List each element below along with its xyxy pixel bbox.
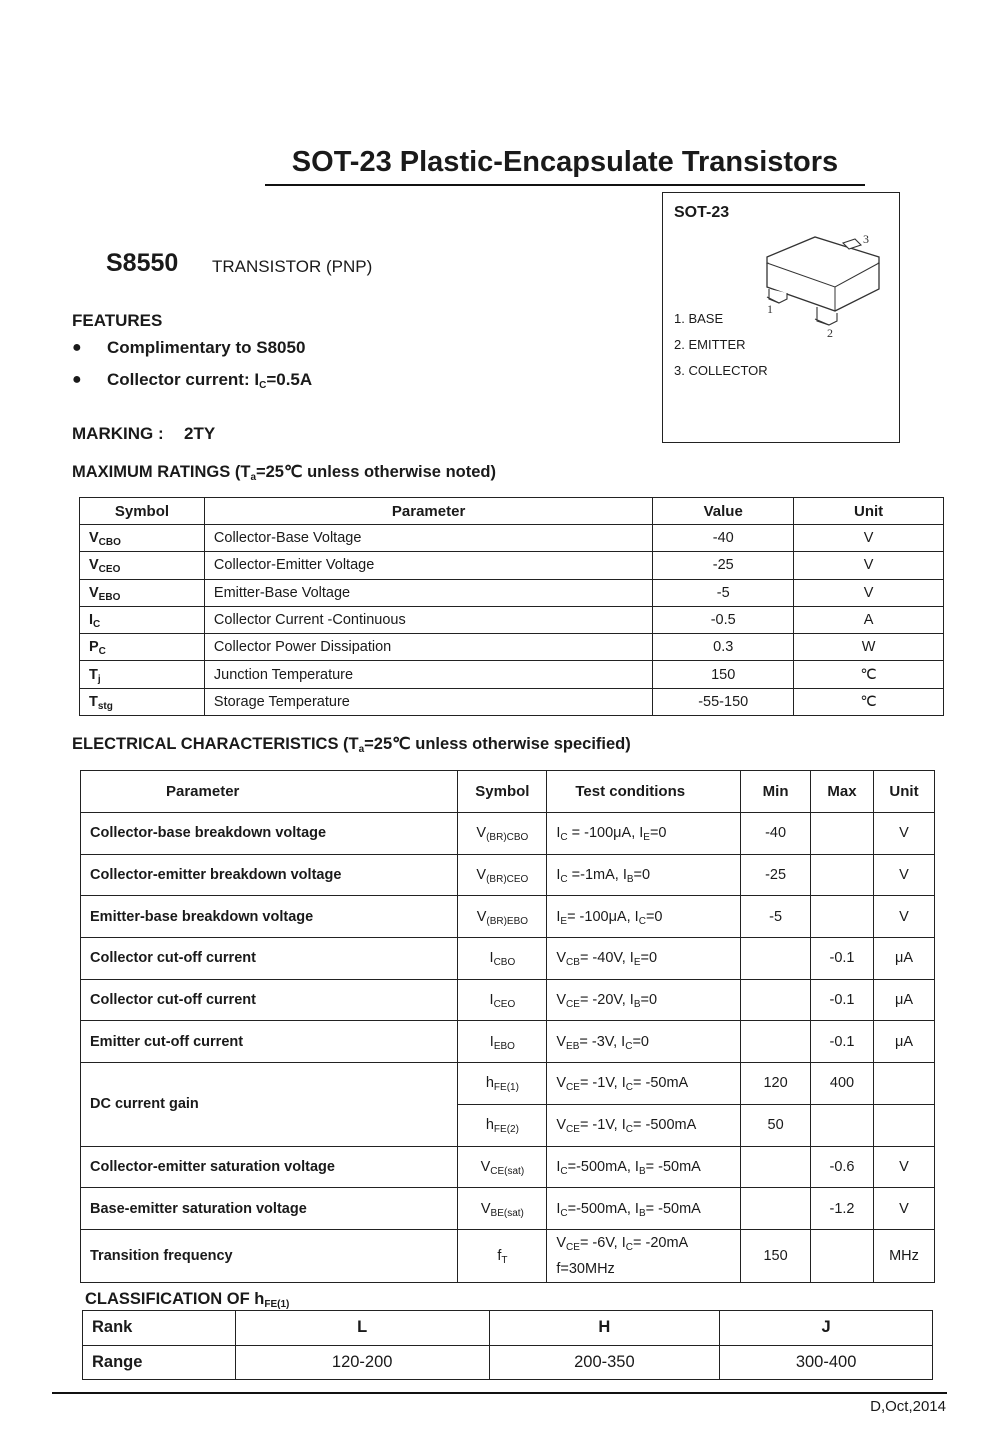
table-row: [81, 1229, 935, 1282]
column-header: Parameter: [81, 771, 458, 813]
unit-cell: μA: [874, 938, 935, 980]
test-conditions-cell: $I_C = -100\mu A$, $I_E=0$: [547, 813, 741, 855]
value-cell: 0.3: [653, 634, 794, 661]
unit-cell: A: [794, 606, 944, 633]
rank-cell: H: [489, 1311, 720, 1346]
unit-cell: V: [794, 525, 944, 552]
min-cell: -25: [741, 854, 811, 896]
symbol-cell: $V_{CEO}$: [80, 552, 205, 579]
max-cell: -0.1: [811, 1021, 874, 1063]
footer-divider: [52, 1392, 947, 1394]
range-label: Range: [83, 1345, 236, 1380]
table-header-row: [81, 771, 935, 813]
table-row: [80, 606, 944, 633]
column-header: Symbol: [80, 498, 205, 525]
unit-cell: V: [874, 1188, 935, 1230]
parameter-cell: DC current gain: [81, 1063, 458, 1146]
value-cell: 150: [653, 661, 794, 688]
pin-number-2: 2: [827, 326, 833, 340]
page-title: SOT-23 Plastic-Encapsulate Transistors: [265, 140, 865, 186]
pin-label-emitter: 2. EMITTER: [674, 337, 746, 352]
part-type: TRANSISTOR (PNP): [212, 257, 373, 276]
unit-cell: V: [794, 552, 944, 579]
min-cell: -40: [741, 813, 811, 855]
test-conditions-cell: $V_{CE}= -1V$, $I_C= -50mA$: [547, 1063, 741, 1105]
symbol-cell: $P_C$: [80, 634, 205, 661]
classification-table: [82, 1310, 933, 1380]
value-cell: -5: [653, 579, 794, 606]
table-row: [80, 552, 944, 579]
parameter-cell: Collector-Base Voltage: [204, 525, 652, 552]
min-cell: 150: [741, 1229, 811, 1282]
bullet-icon: ●: [72, 371, 82, 388]
table-row: [80, 661, 944, 688]
max-cell: [811, 813, 874, 855]
unit-cell: V: [874, 813, 935, 855]
symbol-cell: $V_{(BR)EBO}$: [458, 896, 547, 938]
feature-item: Complimentary to S8050: [107, 338, 306, 357]
column-header: Unit: [794, 498, 944, 525]
parameter-cell: Transition frequency: [81, 1229, 458, 1282]
parameter-cell: Emitter-base breakdown voltage: [81, 896, 458, 938]
symbol-cell: $V_{(BR)CBO}$: [458, 813, 547, 855]
table-row: [81, 813, 935, 855]
parameter-cell: Collector cut-off current: [81, 938, 458, 980]
symbol-cell: $I_{CBO}$: [458, 938, 547, 980]
max-ratings-heading: MAXIMUM RATINGS ($T_a=25℃$ unless otherwise noted): [72, 463, 496, 483]
unit-cell: V: [874, 1146, 935, 1188]
test-conditions-cell: $V_{CB}= -40V$, $I_E=0$: [547, 938, 741, 980]
unit-cell: [874, 1063, 935, 1105]
unit-cell: [874, 1104, 935, 1146]
max-cell: -0.1: [811, 979, 874, 1021]
rank-cell: L: [235, 1311, 489, 1346]
range-cell: 300-400: [720, 1345, 933, 1380]
rank-label: Rank: [83, 1311, 236, 1346]
table-row: [83, 1311, 933, 1346]
column-header: Unit: [874, 771, 935, 813]
parameter-cell: Storage Temperature: [204, 688, 652, 715]
table-row: [81, 1146, 935, 1188]
parameter-cell: Collector-emitter breakdown voltage: [81, 854, 458, 896]
pin-number-3: 3: [863, 232, 869, 246]
parameter-cell: Collector-Emitter Voltage: [204, 552, 652, 579]
table-row: [81, 1063, 935, 1105]
column-header: Test conditions: [547, 771, 741, 813]
min-cell: [741, 938, 811, 980]
table-row: [80, 688, 944, 715]
unit-cell: ℃: [794, 688, 944, 715]
unit-cell: μA: [874, 1021, 935, 1063]
pin-label-collector: 3. COLLECTOR: [674, 363, 768, 378]
test-conditions-cell: $I_E= -100\mu A$, $I_C=0$: [547, 896, 741, 938]
package-name: SOT-23: [674, 204, 730, 221]
test-conditions-cell: $V_{EB}= -3V$, $I_C=0$: [547, 1021, 741, 1063]
symbol-cell: $T_{stg}$: [80, 688, 205, 715]
test-conditions-cell: $I_C=-500mA$, $I_B= -50mA$: [547, 1188, 741, 1230]
table-header-row: [80, 498, 944, 525]
unit-cell: W: [794, 634, 944, 661]
symbol-cell: $V_{CBO}$: [80, 525, 205, 552]
max-cell: -0.1: [811, 938, 874, 980]
max-cell: -1.2: [811, 1188, 874, 1230]
symbol-cell: $I_{CEO}$: [458, 979, 547, 1021]
pin-label-base: 1. BASE: [674, 311, 724, 326]
max-cell: [811, 1229, 874, 1282]
max-cell: 400: [811, 1063, 874, 1105]
marking-label: MARKING :: [72, 424, 164, 443]
table-row: [80, 525, 944, 552]
table-row: [81, 896, 935, 938]
parameter-cell: Collector-emitter saturation voltage: [81, 1146, 458, 1188]
electrical-heading: ELECTRICAL CHARACTERISTICS ($T_a=25℃$ unless otherwise specified): [72, 735, 631, 755]
symbol-cell: $h_{FE(2)}$: [458, 1104, 547, 1146]
rank-cell: J: [720, 1311, 933, 1346]
min-cell: 120: [741, 1063, 811, 1105]
symbol-cell: $I_{EBO}$: [458, 1021, 547, 1063]
table-row: [83, 1345, 933, 1380]
package-box: [662, 192, 900, 443]
min-cell: 50: [741, 1104, 811, 1146]
parameter-cell: Junction Temperature: [204, 661, 652, 688]
test-conditions-cell: $V_{CE}= -6V$, $I_C= -20mA$ f=30MHz: [547, 1229, 741, 1282]
parameter-cell: Collector cut-off current: [81, 979, 458, 1021]
parameter-cell: Collector Power Dissipation: [204, 634, 652, 661]
test-conditions-cell: $I_C =-1mA$, $I_B=0$: [547, 854, 741, 896]
max-cell: [811, 896, 874, 938]
table-row: [80, 579, 944, 606]
electrical-characteristics-table: [80, 770, 935, 1283]
column-header: Min: [741, 771, 811, 813]
footer-date: D,Oct,2014: [870, 1398, 946, 1415]
features-heading: FEATURES: [72, 311, 163, 330]
table-row: [81, 1188, 935, 1230]
column-header: Value: [653, 498, 794, 525]
column-header: Max: [811, 771, 874, 813]
column-header: Symbol: [458, 771, 547, 813]
range-cell: 120-200: [235, 1345, 489, 1380]
parameter-cell: Base-emitter saturation voltage: [81, 1188, 458, 1230]
unit-cell: ℃: [794, 661, 944, 688]
min-cell: [741, 1146, 811, 1188]
part-number: S8550: [106, 249, 179, 277]
symbol-cell: $T_j$: [80, 661, 205, 688]
max-cell: -0.6: [811, 1146, 874, 1188]
table-row: [81, 854, 935, 896]
symbol-cell: $V_{CE(sat)}$: [458, 1146, 547, 1188]
column-header: Parameter: [204, 498, 652, 525]
table-row: [81, 1021, 935, 1063]
sot23-package-drawing: [755, 229, 895, 349]
unit-cell: V: [794, 579, 944, 606]
unit-cell: V: [874, 896, 935, 938]
symbol-cell: $I_C$: [80, 606, 205, 633]
min-cell: -5: [741, 896, 811, 938]
table-row: [81, 938, 935, 980]
max-ratings-table: [79, 497, 944, 716]
min-cell: [741, 979, 811, 1021]
symbol-cell: $f_T$: [458, 1229, 547, 1282]
symbol-cell: $h_{FE(1)}$: [458, 1063, 547, 1105]
parameter-cell: Collector Current -Continuous: [204, 606, 652, 633]
min-cell: [741, 1188, 811, 1230]
feature-item: Collector current: $I_C=0.5A$: [107, 370, 313, 391]
test-conditions-cell: $I_C=-500mA$, $I_B= -50mA$: [547, 1146, 741, 1188]
max-cell: [811, 854, 874, 896]
max-cell: [811, 1104, 874, 1146]
value-cell: -40: [653, 525, 794, 552]
marking-value: 2TY: [184, 424, 216, 443]
value-cell: -0.5: [653, 606, 794, 633]
parameter-cell: Emitter cut-off current: [81, 1021, 458, 1063]
symbol-cell: $V_{(BR)CEO}$: [458, 854, 547, 896]
value-cell: -25: [653, 552, 794, 579]
range-cell: 200-350: [489, 1345, 720, 1380]
unit-cell: MHz: [874, 1229, 935, 1282]
unit-cell: μA: [874, 979, 935, 1021]
bullet-icon: ●: [72, 339, 82, 356]
pin-number-1: 1: [767, 302, 773, 316]
parameter-cell: Collector-base breakdown voltage: [81, 813, 458, 855]
min-cell: [741, 1021, 811, 1063]
table-row: [80, 634, 944, 661]
test-conditions-cell: $V_{CE}= -1V$, $I_C= -500mA$: [547, 1104, 741, 1146]
classification-heading: CLASSIFICATION OF $h_{FE(1)}$: [85, 1290, 290, 1310]
test-conditions-cell: $V_{CE}= -20V$, $I_B=0$: [547, 979, 741, 1021]
unit-cell: V: [874, 854, 935, 896]
symbol-cell: $V_{BE(sat)}$: [458, 1188, 547, 1230]
parameter-cell: Emitter-Base Voltage: [204, 579, 652, 606]
value-cell: -55-150: [653, 688, 794, 715]
symbol-cell: $V_{EBO}$: [80, 579, 205, 606]
table-row: [81, 979, 935, 1021]
